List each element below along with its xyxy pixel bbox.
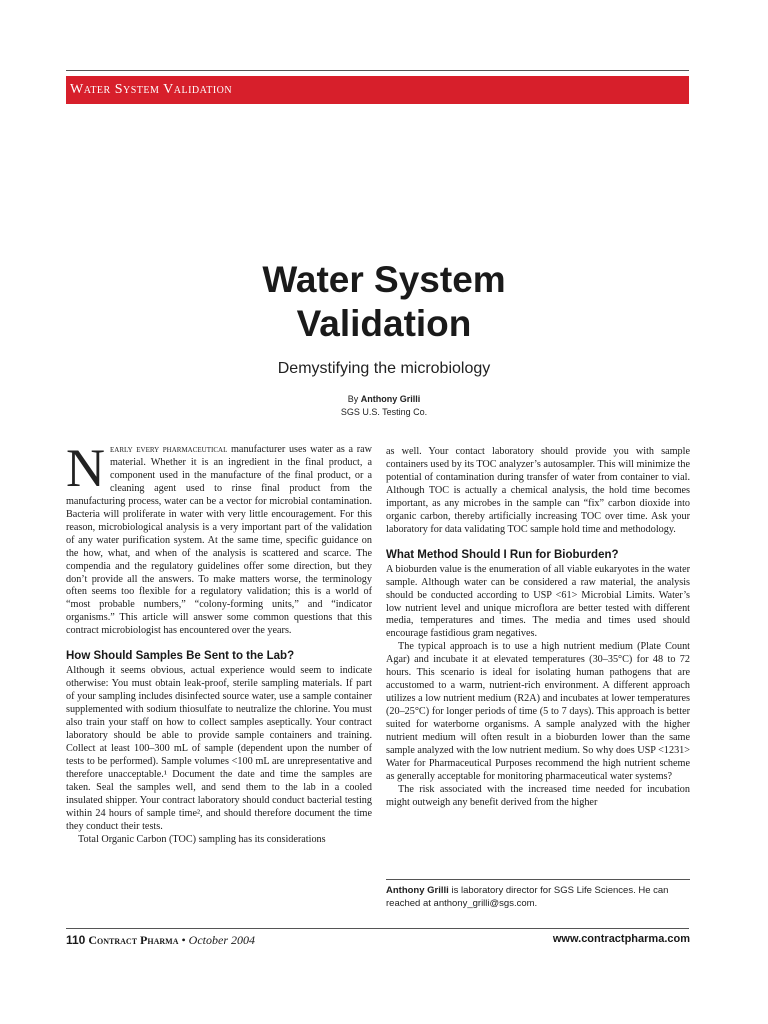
author-bio: [386, 879, 690, 910]
paragraph-risk: The risk associated with the increased time needed for incubation might outweigh any benefit derived from the higher: [386, 783, 690, 808]
article-title: [0, 258, 768, 346]
footer-rule: [66, 928, 689, 929]
section-banner: Water System Validation: [66, 76, 689, 104]
intro-text: manufacturer uses water as a raw material. Whether it is an ingredient in the final product, a component used in the manufacture of the final product, or a cleaning agent used to rinse final product from the manufacturing process, water can be a vector for microbial contamination. Bacteria will proliferate in water with very little encouragement. For this reason, microbiological analysis is a very important part of the validation of any water purification system. At the same time, specific guidance on the how, what, and when of the analysis is scattered and scarce. The compendia and the regulatory guidelines offer some direction, but they don’t provide all the answers. To make matters worse, the terminology often seems too flexible for a regulatory validation; this is a world of “most probable numbers,” “colony-forming units,” and “indicator organisms.” This article will answer some common questions that this contract microbiologist has encountered over the years.: [66, 444, 372, 637]
footer-separator: •: [178, 933, 189, 947]
bio-author-name: Anthony Grilli: [386, 885, 449, 896]
paragraph-toc-continued: as well. Your contact laboratory should provide you with sample containers used by its TOC analyzer’s autosampler. This will minimize the potential of contamination during transfer of water from container to vial. Although TOC is actually a chemical analysis, the hold time becomes important, as any microbes in the sample can “fix” carbon dioxide into organic carbon, thereby artificially increasing TOC over time. Ask your laboratory for data validating TOC sample hold time and methodology.: [386, 446, 690, 535]
footer-folio: [66, 933, 255, 948]
byline-affiliation: SGS U.S. Testing Co.: [340, 407, 428, 417]
intro-smallcaps: early every pharmaceutical: [110, 444, 228, 455]
section-heading-bioburden: What Method Should I Run for Bioburden?: [386, 548, 619, 561]
issue-date: October 2004: [188, 933, 255, 947]
left-column: [66, 438, 372, 847]
paragraph-typical-approach: The typical approach is to use a high nutrient medium (Plate Count Agar) and incubate it at elevated temperatures (30–35°C) for 48 to 72 hours. This scenario is ideal for isolating human pathogens that are accustomed to a warm, nutrient-rich environment. A different approach utilizes a low nutrient medium (R2A) and incubates at lower temperatures (20–25°C) for longer periods of time (5 to 7 days). This approach is better suited for waterborne organisms. A sample analyzed with the higher nutrient medium will often result in a bioburden lower than the same sample analyzed with the low nutrient medium. So why does USP <1231> Water for Pharmaceutical Purposes recommend the high nutrient scheme as generally acceptable for monitoring pharmaceutical water systems?: [386, 641, 690, 782]
right-column: [386, 446, 690, 810]
bio-text: is laboratory director for SGS Life Sciences. He can reached at anthony_grilli@sgs.com.: [386, 885, 669, 909]
drop-cap: N: [66, 438, 105, 498]
intro-paragraph: [66, 438, 372, 638]
paragraph-samples: Although it seems obvious, actual experience would seem to indicate otherwise: You must obtain leak-proof, sterile sampling materials. If part of your sampling includes disinfected source water, use a sample container supplemented with sodium thiosulfate to neutralize the chlorine. You must also train your staff on how to collect samples aseptically. Your contract laboratory should be able to provide sample containers and training. Collect at least 100–300 mL of sample (dependent upon the number of tests to be performed). Sample volumes <100 mL are unrepresentative and therefore unacceptable.¹ Document the date and time the samples are taken. Seal the samples well, and send them to the lab in a cooled insulated shipper. Your contract laboratory should conduct bacterial testing within 24 hours of sample time², and should therefore document the time they conduct their tests.: [66, 665, 372, 832]
paragraph-toc: Total Organic Carbon (TOC) sampling has its considerations: [78, 833, 326, 845]
paragraph-bioburden: A bioburden value is the enumeration of all viable eukaryotes in the water sample. Although water can be considered a raw material, the analysis should be conducted according to USP <61> Microbial Limits. Water’s low nutrient level and unique microflora are better tested with different media, temperatures and times. The media and times used should encourage fastidious gram negatives.: [386, 563, 690, 640]
byline-by: By: [347, 394, 359, 404]
article-title-line-2: Validation: [296, 303, 472, 344]
article-title-line-1: Water System: [262, 259, 506, 300]
header-rule: [66, 70, 689, 71]
magazine-name: Contract Pharma: [88, 933, 179, 947]
byline: [0, 393, 768, 419]
byline-author: Anthony Grilli: [360, 394, 421, 404]
footer-url: www.contractpharma.com: [552, 933, 690, 945]
section-heading-samples: How Should Samples Be Sent to the Lab?: [66, 650, 295, 663]
page-number: 110: [66, 933, 86, 947]
article-subtitle: Demystifying the microbiology: [277, 360, 491, 377]
